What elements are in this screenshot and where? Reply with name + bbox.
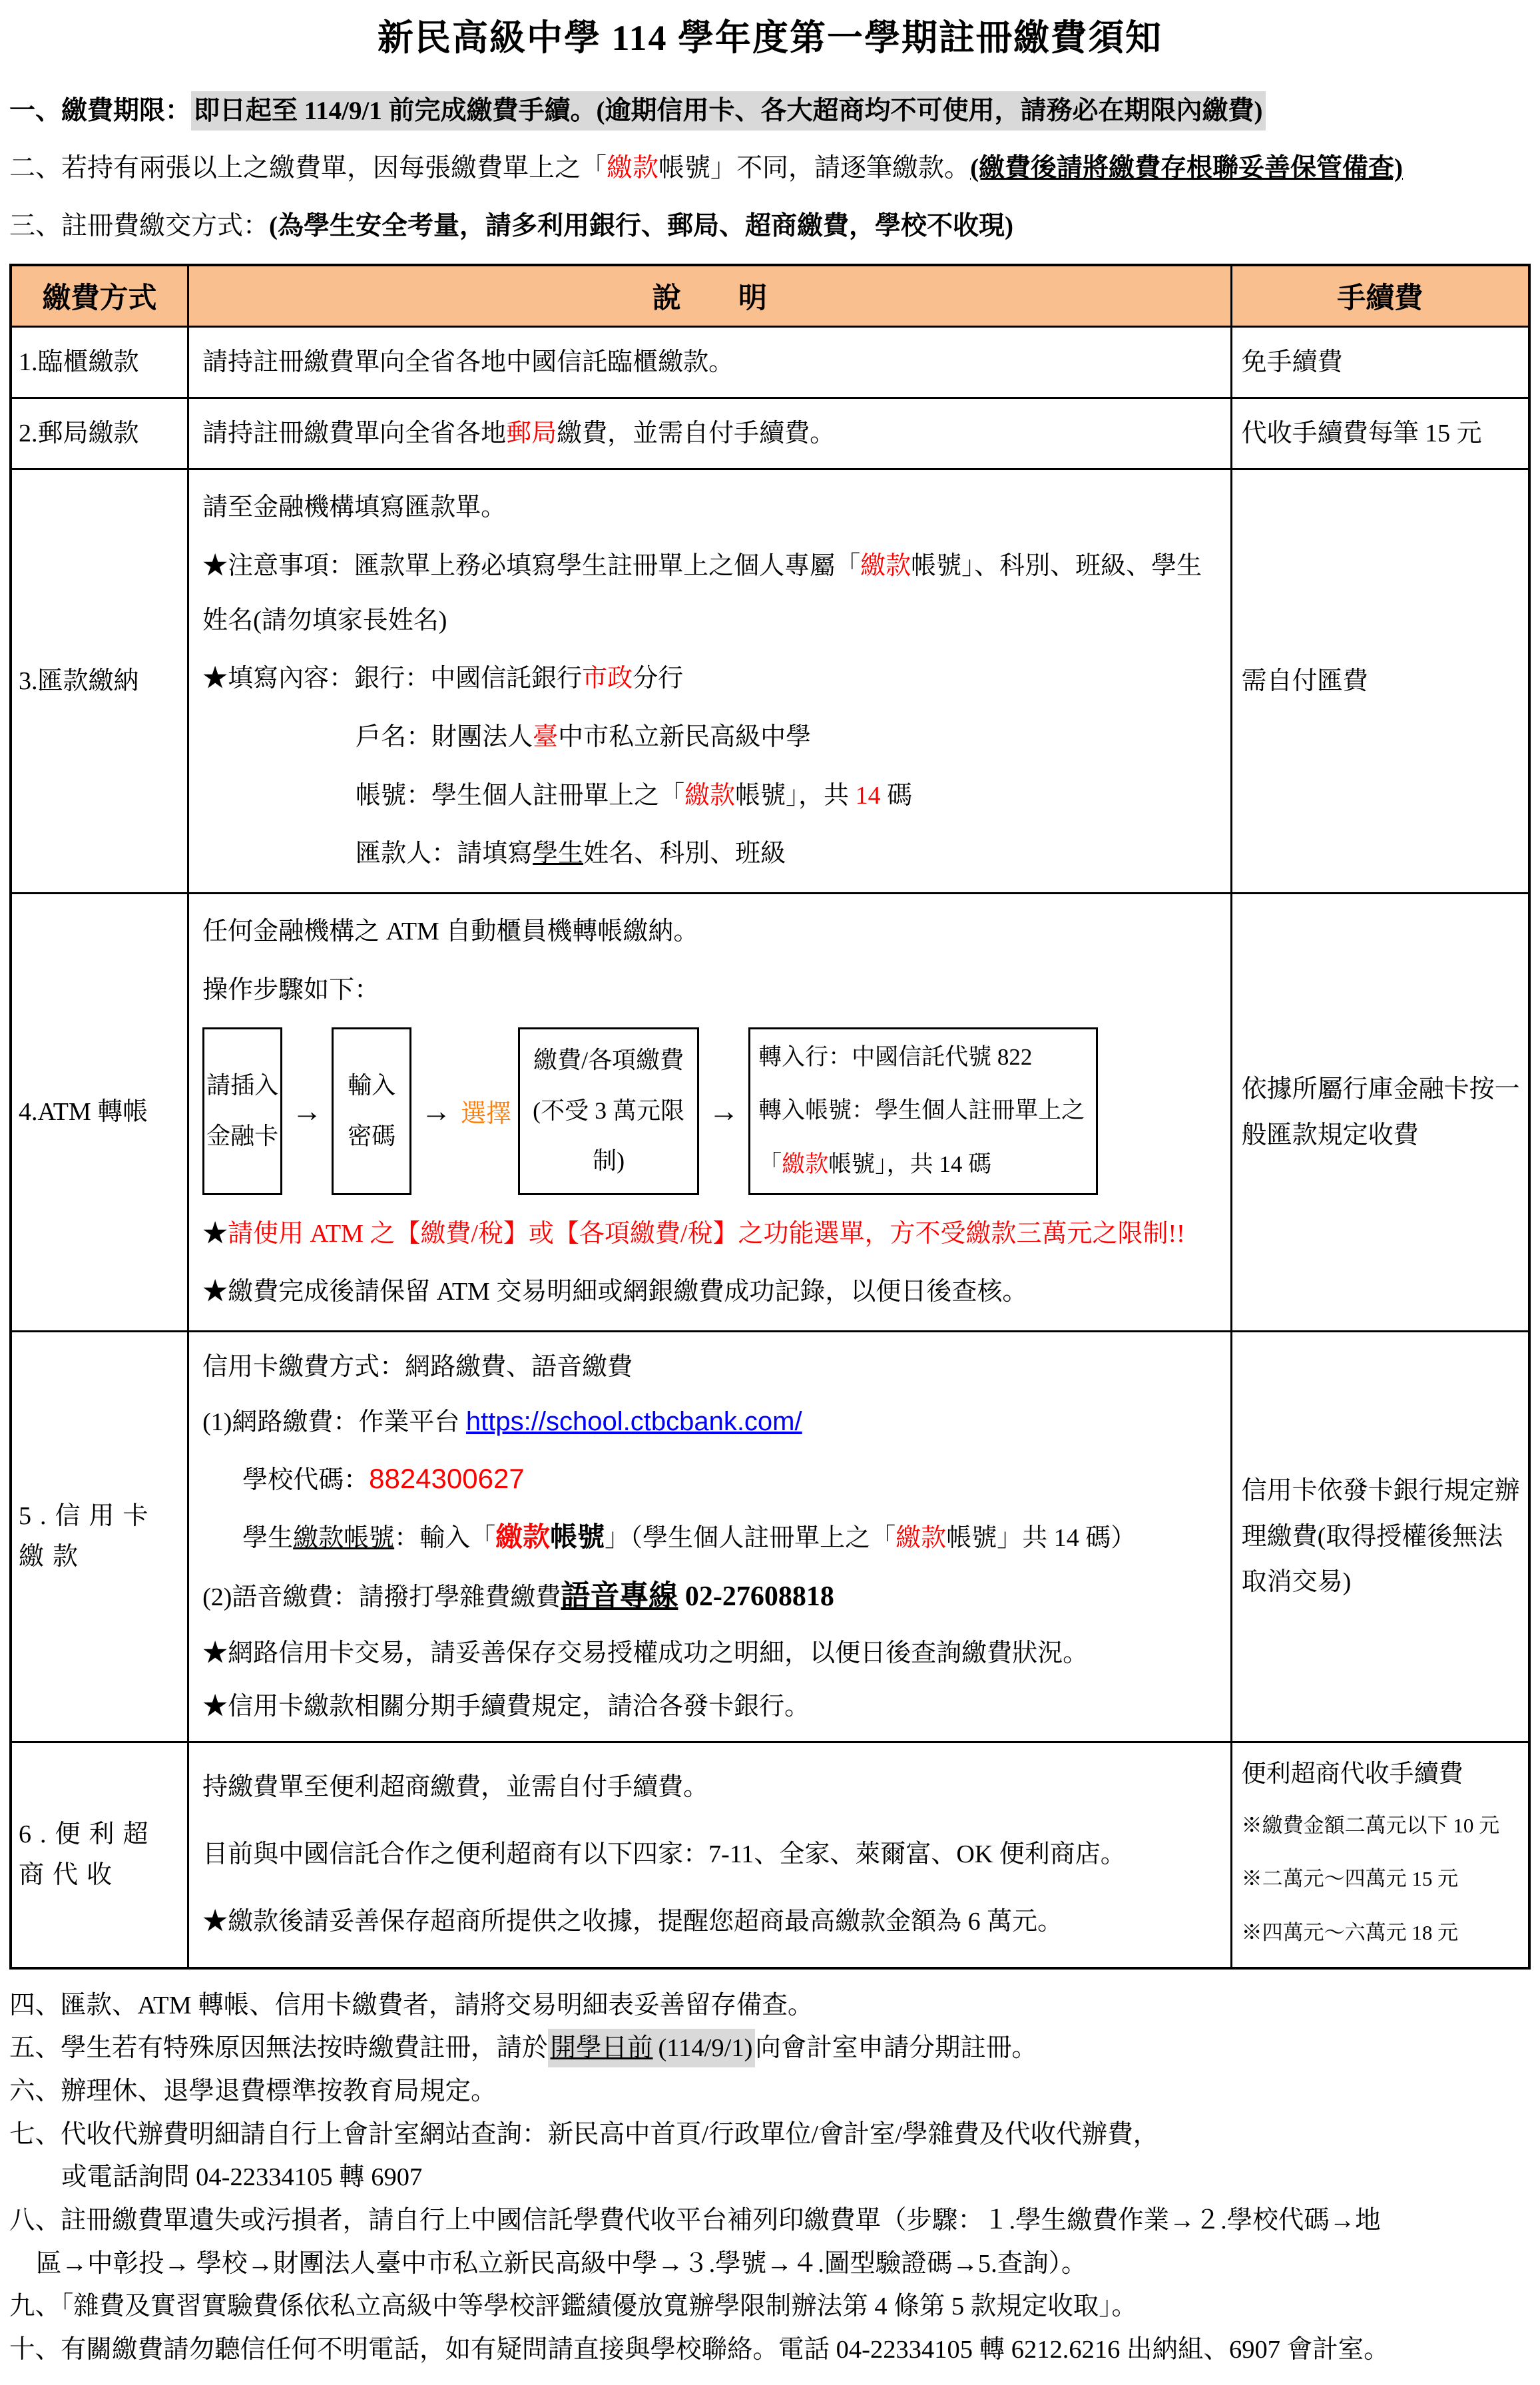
- remittance-payer-underline: 學生: [533, 840, 584, 868]
- post-office-description: [202, 408, 1221, 459]
- credit-card-line-3: [202, 1451, 1221, 1507]
- credit-card-web-text: (1)網路繳費：作業平台: [202, 1408, 466, 1436]
- flow-enter-pin-line1: 輸入: [348, 1071, 396, 1099]
- table-row-atm-transfer: [11, 894, 1529, 1332]
- credit-card-fee: 信用卡依發卡銀行規定辦理繳費(取得授權後無法取消交易): [1231, 1331, 1529, 1742]
- remittance-account-cont: 中市私立新民高級中學: [558, 723, 812, 752]
- flow-step-transfer-info: [748, 1027, 1098, 1195]
- intro-item-2-red-text: 繳款: [607, 154, 659, 183]
- store-fee-tier-2: ※二萬元～四萬元 15 元: [1241, 1867, 1459, 1891]
- table-row-post-office: [11, 398, 1529, 469]
- flow-insert-card-line1: 請插入: [206, 1071, 279, 1099]
- student-account-bold: 帳號: [550, 1521, 605, 1552]
- flow-transfer-account-red: 繳款: [782, 1151, 829, 1177]
- counter-payment-description: 請持註冊繳費單向全省各地中國信託臨櫃繳款。: [202, 348, 734, 377]
- remittance-note-text: ★注意事項：匯款單上務必填寫學生註冊單上之個人專屬「: [202, 552, 861, 580]
- atm-line-4: ★繳費完成後請保留 ATM 交易明細或網銀繳費成功記錄，以便日後查核。: [202, 1278, 1028, 1306]
- store-fee-tier-1: ※繳費金額二萬元以下 10 元: [1241, 1813, 1500, 1837]
- method-label-remittance: 3.匯款繳納: [11, 469, 188, 894]
- footer-notes: [9, 1984, 1531, 2372]
- flow-transfer-account-text: 轉入帳號：學生個人註冊單上之「: [758, 1097, 1085, 1177]
- remittance-digits-red: 14: [855, 781, 881, 810]
- footer-item-9: 九、「雜費及實習實驗費係依私立高級中等學校評鑑績優放寬辦學限制辦法第 4 條第 5 款規定收取」。: [9, 2292, 1138, 2321]
- remittance-line-5: [202, 769, 1221, 824]
- remittance-account-red: 臺: [533, 723, 559, 752]
- intro-item-3: [9, 206, 1531, 246]
- credit-card-line-6: ★網路信用卡交易，請妥善保存交易授權成功之明細，以便日後查詢繳費狀況。: [202, 1639, 1089, 1667]
- intro-item-3-text: 註冊費繳交方式：: [61, 211, 270, 240]
- voice-payment-text: (2)語音繳費：請撥打學雜費繳費: [202, 1583, 561, 1611]
- convenience-store-fee: [1231, 1742, 1529, 1968]
- student-account-red: 繳款: [495, 1521, 551, 1552]
- intro-item-1-highlighted-text: 即日起至 114/9/1 前完成繳費手續。(逾期信用卡、各大超商均不可使用，請務必在期限內繳費): [191, 91, 1266, 131]
- credit-card-line-4: [202, 1509, 1221, 1564]
- table-row-remittance: [11, 469, 1529, 894]
- intro-item-3-emphasis: (為學生安全考量，請多利用銀行、郵局、超商繳費，學校不收現): [269, 211, 1014, 240]
- remittance-note-cont: 帳號」、科別、班級、學生姓名(請勿填家長姓名): [202, 552, 1202, 635]
- post-office-desc-cont: 繳費，並需自付手續費。: [557, 419, 836, 448]
- flow-transfer-bank: 轉入行：中國信託代號 822: [758, 1043, 1033, 1070]
- post-office-red-text: 郵局: [506, 419, 557, 448]
- payment-platform-link[interactable]: https://school.ctbcbank.com/: [465, 1406, 802, 1436]
- flow-transfer-account: [758, 1084, 1088, 1191]
- store-fee-tier-3: ※四萬元～六萬元 18 元: [1241, 1921, 1459, 1945]
- payment-methods-table: [9, 264, 1531, 1969]
- flow-arrow-icon: →: [708, 1094, 740, 1128]
- star-icon: ★: [202, 1219, 228, 1248]
- remittance-bank-text: ★填寫內容：銀行：中國信託銀行: [202, 664, 583, 693]
- atm-warning-line: [202, 1207, 1221, 1262]
- remittance-line-3: [202, 652, 1221, 706]
- remittance-acctno-red: 繳款: [684, 781, 736, 810]
- remittance-branch-cont: 分行: [633, 664, 684, 693]
- footer-item-7-line-1: 七、代收代辦費明細請自行上會計室網站查詢：新民高中首頁/行政單位/會計室/學雜費及代收代辦費，: [9, 2120, 1159, 2149]
- footer-item-7-line-2: 或電話詢問 04-22334105 轉 6907: [61, 2163, 423, 2192]
- remittance-line-6: [202, 827, 1221, 882]
- post-office-fee: 代收手續費每筆 15 元: [1231, 398, 1529, 469]
- column-header-fee: 手續費: [1231, 265, 1529, 327]
- method-label-post-office: 2.郵局繳款: [11, 398, 188, 469]
- flow-payment-line2: (不受 3 萬元限制): [533, 1097, 685, 1175]
- intro-item-2-text: 若持有兩張以上之繳費單，因每張繳費單上之「: [61, 154, 607, 183]
- footer-item-5-highlight: (114/9/1): [656, 2029, 756, 2067]
- credit-card-line-2: [202, 1395, 1221, 1448]
- store-line-1: 持繳費單至便利超商繳費，並需自付手續費。: [202, 1773, 709, 1802]
- flow-transfer-account-cont: 帳號」，共 14 碼: [828, 1151, 992, 1177]
- flow-enter-pin-line2: 密碼: [348, 1122, 396, 1149]
- flow-step-select-payment: [518, 1027, 699, 1195]
- flow-step-enter-pin: [332, 1027, 411, 1195]
- school-code-label: 學校代碼：: [242, 1465, 370, 1494]
- atm-fee: 依據所屬行庫金融卡按一般匯款規定收費: [1231, 894, 1529, 1332]
- remittance-account-name: 戶名：財團法人: [356, 723, 533, 752]
- page-title: 新民高級中學 114 學年度第一學期註冊繳費須知: [377, 18, 1163, 58]
- student-account-cont: 帳號」共 14 碼）: [946, 1523, 1137, 1552]
- remittance-fee: 需自付匯費: [1231, 469, 1529, 894]
- intro-item-1: [9, 91, 1531, 131]
- table-row-convenience-store: [11, 1742, 1529, 1968]
- atm-warning-red-text: 請使用 ATM 之【繳費/稅】或【各項繳費/稅】之功能選單，方不受繳款三萬元之限制!!: [228, 1219, 1185, 1248]
- flow-insert-card-line2: 金融卡: [206, 1122, 279, 1149]
- footer-item-4: 四、匯款、ATM 轉帳、信用卡繳費者，請將交易明細表妥善留存備查。: [9, 1991, 814, 2019]
- student-account-text: 學生: [242, 1523, 294, 1552]
- voice-hotline-number: 02-27608818: [678, 1581, 834, 1612]
- footer-item-10: 十、有關繳費請勿聽信任何不明電話，如有疑問請直接與學校聯絡。電話 04-22334105 轉 6212.6216 出納組、6907 會計室。: [9, 2336, 1390, 2364]
- footer-item-5-text: 五、學生若有特殊原因無法按時繳費註冊，請於: [9, 2034, 548, 2063]
- flow-arrow-icon: →: [292, 1094, 323, 1128]
- remittance-acctno-cont: 碼: [880, 781, 913, 810]
- counter-payment-fee: 免手續費: [1231, 327, 1529, 398]
- intro-item-2-emphasis: (繳費後請將繳費存根聯妥善保管備查): [970, 154, 1404, 183]
- footer-item-5-highlight-underline: 開學日前: [548, 2029, 656, 2067]
- table-header-row: [11, 265, 1529, 327]
- credit-card-line-1: 信用卡繳費方式：網路繳費、語音繳費: [202, 1352, 633, 1381]
- atm-line-2: 操作步驟如下：: [202, 975, 380, 1004]
- store-line-3: ★繳款後請妥善保存超商所提供之收據，提醒您超商最高繳款金額為 6 萬元。: [202, 1908, 1063, 1936]
- remittance-line-2: [202, 539, 1221, 648]
- flow-select-label: 選擇: [461, 1100, 512, 1128]
- student-account-red2: 繳款: [896, 1523, 947, 1552]
- method-label-credit-card: 5.信用卡繳款: [11, 1331, 188, 1742]
- flow-step-insert-card: [202, 1027, 282, 1195]
- voice-hotline-label: 語音專線: [561, 1579, 678, 1612]
- table-row-credit-card: [11, 1331, 1529, 1742]
- remittance-branch-red: 市政: [582, 664, 633, 693]
- footer-item-8-line-1: 八、註冊繳費單遺失或污損者，請自行上中國信託學費代收平台補列印繳費單（步驟：１.學生繳費作業→２.學校代碼→地: [9, 2207, 1381, 2235]
- credit-card-line-7: ★信用卡繳款相關分期手續費規定，請洽各發卡銀行。: [202, 1692, 810, 1721]
- remittance-line-4: [202, 710, 1221, 765]
- flow-arrow-icon: →: [421, 1094, 452, 1128]
- column-header-method: 繳費方式: [11, 265, 188, 327]
- atm-line-1: 任何金融機構之 ATM 自動櫃員機轉帳繳納。: [202, 918, 699, 946]
- intro-item-2-text-cont: 帳號」不同，請逐筆繳款。: [658, 154, 971, 183]
- footer-item-8-line-2: 區→中彰投→ 學校→財團法人臺中市私立新民高級中學→３.學號→４.圖型驗證碼→5.查詢）。: [36, 2249, 1087, 2278]
- student-account-underline: 繳款帳號: [293, 1523, 395, 1552]
- intro-item-2: [9, 148, 1531, 188]
- store-fee-title: 便利超商代收手續費: [1241, 1760, 1463, 1788]
- atm-flowchart: [202, 1027, 1221, 1195]
- remittance-line-1: 請至金融機構填寫匯款單。: [202, 493, 507, 522]
- intro-item-1-label: 繳費期限：: [61, 97, 192, 125]
- school-code-value: 8824300627: [369, 1462, 525, 1494]
- column-header-description: 說 明: [188, 265, 1232, 327]
- intro-item-2-number: 二、: [9, 154, 62, 183]
- post-office-desc-text: 請持註冊繳費單向全省各地: [202, 419, 507, 448]
- footer-item-5-cont: 向會計室申請分期註冊。: [755, 2034, 1037, 2063]
- table-row-counter-payment: [11, 327, 1529, 398]
- intro-item-3-number: 三、: [9, 211, 62, 240]
- remittance-payer-text: 匯款人：請填寫: [356, 840, 533, 868]
- method-label-atm: 4.ATM 轉帳: [11, 894, 188, 1332]
- remittance-acctno-mid: 帳號」，共: [735, 781, 856, 810]
- remittance-acctno-text: 帳號：學生個人註冊單上之「: [356, 781, 685, 810]
- method-label-counter: 1.臨櫃繳款: [11, 327, 188, 398]
- footer-item-5: [9, 2027, 1531, 2070]
- footer-item-6: 六、辦理休、退學退費標準按教育局規定。: [9, 2077, 497, 2105]
- student-account-mid: ：輸入「: [394, 1523, 496, 1552]
- store-line-2: 目前與中國信託合作之便利超商有以下四家：7-11、全家、萊爾富、OK 便利商店。: [202, 1840, 1126, 1869]
- credit-card-line-5: [202, 1567, 1221, 1625]
- remittance-note-red: 繳款: [860, 552, 911, 580]
- intro-item-1-number: 一、: [9, 97, 62, 125]
- remittance-payer-cont: 姓名、科別、班級: [583, 840, 786, 868]
- method-label-convenience-store: 6.便利超商代收: [11, 1742, 188, 1968]
- flow-payment-line1: 繳費/各項繳費: [533, 1047, 684, 1074]
- student-account-mid2: 」（學生個人註冊單上之「: [605, 1523, 896, 1552]
